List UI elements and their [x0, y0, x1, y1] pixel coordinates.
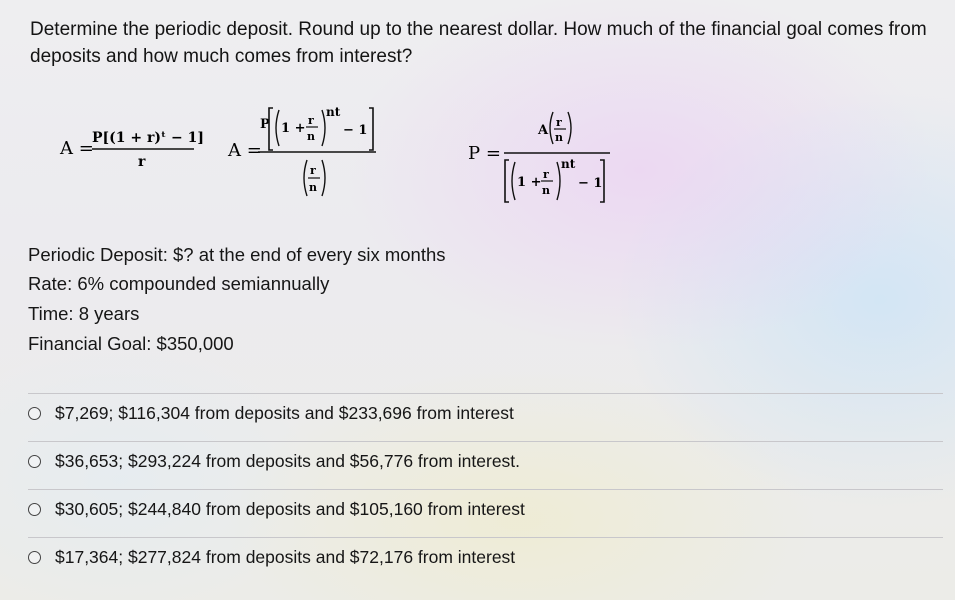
answer-option-label: $36,653; $293,224 from deposits and $56,776 from interest. [55, 450, 521, 471]
given-rate: Rate: 6% compounded semiannually [28, 273, 330, 294]
formula-2-den-r: r [310, 164, 316, 177]
formula-3-paren-right [557, 162, 560, 200]
formula-graphics [0, 90, 955, 220]
formula-2-lhs: A = [228, 140, 262, 161]
formula-2-den-n: n [309, 181, 317, 194]
formula-3-r: r [543, 168, 549, 181]
question-text: Determine the periodic deposit. Round up to the nearest dollar. How much of the financial goal comes from deposits and how much comes from interest? [30, 19, 927, 67]
formula-2-n: n [307, 130, 315, 143]
formula-2 [227, 105, 376, 196]
formula-3-num-paren-right [568, 112, 571, 144]
formula-2-bracket-right [369, 108, 373, 150]
formula-3-num-paren-left [550, 112, 553, 144]
divider [28, 393, 943, 394]
formula-2-den-paren-right [322, 160, 325, 196]
formula-1 [59, 130, 204, 170]
formula-3 [468, 112, 610, 202]
given-periodic-deposit: Periodic Deposit: $? at the end of every six months [28, 244, 446, 265]
formula-3-num-r: r [556, 116, 562, 129]
answer-option-4[interactable] [28, 542, 515, 572]
formula-3-num-n: n [555, 131, 563, 144]
radio-button[interactable] [28, 407, 41, 420]
formula-1-denominator: r [138, 154, 146, 170]
formula-2-minus-one: − 1 [343, 123, 368, 138]
answer-option-3[interactable] [28, 494, 525, 524]
formula-2-paren-right [322, 110, 325, 146]
answer-option-1[interactable] [28, 398, 514, 428]
radio-button[interactable] [28, 455, 41, 468]
formula-1-lhs: A = [60, 138, 94, 159]
formula-3-bracket-left [505, 160, 509, 202]
given-time: Time: 8 years [28, 303, 140, 324]
formula-2-paren-left [276, 110, 279, 146]
formula-3-lhs: P = [468, 143, 501, 164]
answer-option-label: $30,605; $244,840 from deposits and $105,160 from interest [55, 498, 525, 519]
formula-2-bracket-left [269, 108, 273, 150]
answer-option-2[interactable] [28, 446, 520, 476]
formula-2-exponent: nt [326, 105, 341, 119]
given-financial-goal: Financial Goal: $350,000 [28, 333, 234, 354]
formula-2-one-plus: 1 + [281, 121, 306, 136]
formula-3-minus-one: − 1 [578, 176, 603, 191]
radio-button[interactable] [28, 551, 41, 564]
divider [28, 441, 943, 442]
formula-1-numerator: P[(1 + r)ᵗ − 1] [92, 130, 205, 146]
formula-3-a: A [538, 123, 549, 138]
formula-2-den-paren-left [304, 160, 307, 196]
answer-option-label: $7,269; $116,304 from deposits and $233,696 from interest [55, 402, 514, 423]
formula-2-p: P [260, 117, 270, 132]
formula-3-one-plus: 1 + [517, 175, 542, 190]
divider [28, 537, 943, 538]
formula-3-paren-left [512, 162, 515, 200]
divider [28, 489, 943, 490]
formula-3-n: n [542, 184, 550, 197]
formulas-area [0, 90, 955, 220]
radio-button[interactable] [28, 503, 41, 516]
answer-option-label: $17,364; $277,824 from deposits and $72,176 from interest [55, 546, 516, 567]
formula-3-exponent: nt [561, 157, 576, 171]
formula-2-r: r [308, 114, 314, 127]
